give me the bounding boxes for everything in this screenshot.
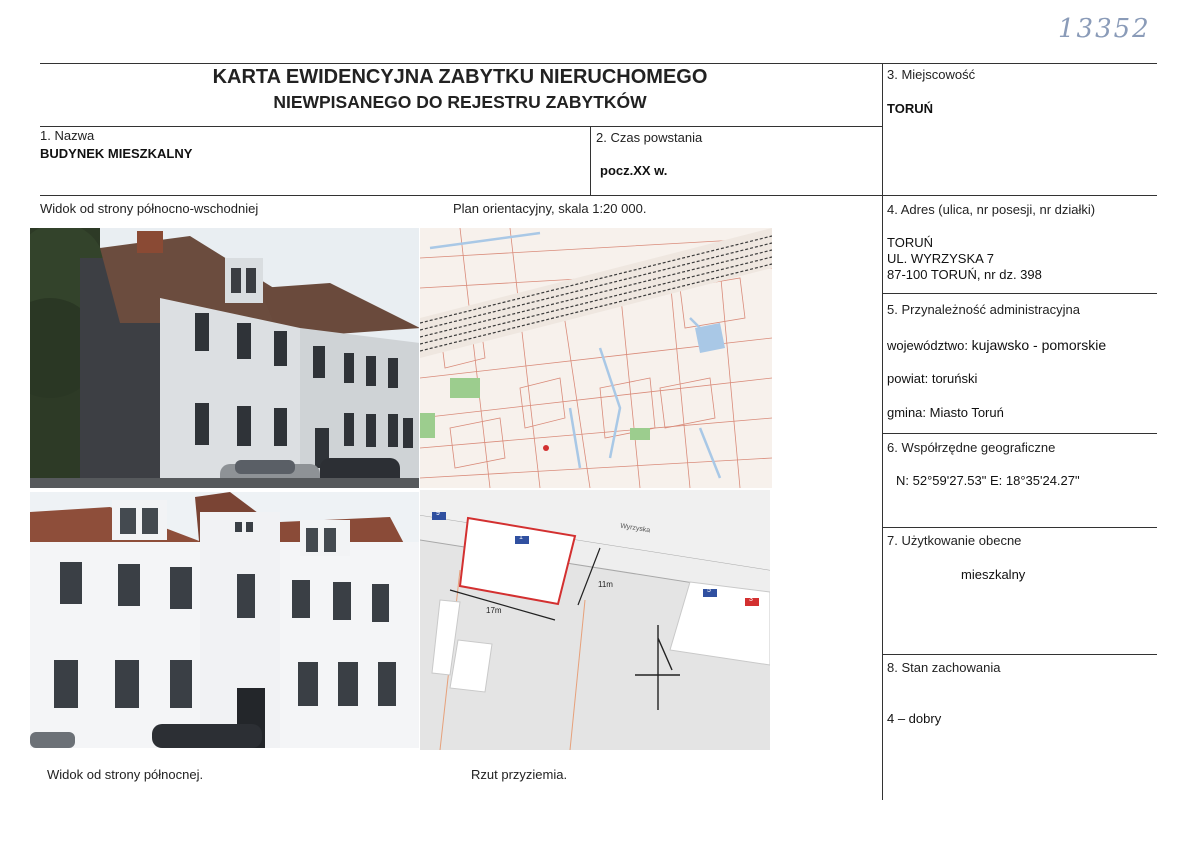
- wojewodztwo-row: [887, 337, 1106, 353]
- gmina-value: Miasto Toruń: [929, 405, 1004, 420]
- photo-view-northeast: [30, 228, 419, 488]
- wojewodztwo-value: kujawsko - pomorskie: [971, 337, 1107, 353]
- plan-lot-5: 5: [707, 587, 711, 594]
- orientation-map-image: [420, 228, 772, 488]
- caption-view-n: Widok od strony północnej.: [47, 767, 204, 782]
- frame-top-line: [40, 63, 1157, 64]
- uzytkowanie-label: 7. Użytkowanie obecne: [887, 533, 1022, 548]
- plan-dim-11: 11m: [598, 580, 613, 589]
- orientation-map: [420, 228, 772, 488]
- powiat-row: [887, 371, 977, 386]
- wojewodztwo-label: województwo:: [887, 338, 968, 353]
- caption-rzut: Rzut przyziemia.: [471, 767, 568, 782]
- nazwa-value: BUDYNEK MIESZKALNY: [40, 146, 193, 161]
- card-title-line2: NIEWPISANEGO DO REJESTRU ZABYTKÓW: [273, 92, 647, 112]
- adres-line3: 87-100 TORUŃ, nr dz. 398: [887, 267, 1042, 282]
- nazwa-label: 1. Nazwa: [40, 128, 95, 143]
- photo-view-northeast-image: [30, 228, 419, 488]
- plan-lot-1: 1: [519, 534, 523, 541]
- frame-right-divider: [882, 63, 883, 800]
- frame-admin-bottom-line: [882, 433, 1157, 434]
- adres-line1: TORUŃ: [887, 235, 933, 250]
- frame-czas-divider: [590, 126, 591, 195]
- card-title-line1: KARTA EWIDENCYJNA ZABYTKU NIERUCHOMEGO: [212, 66, 708, 88]
- plan-dim-17: 17m: [486, 606, 502, 615]
- wspolrzedne-label: 6. Współrzędne geograficzne: [887, 440, 1056, 455]
- powiat-value: toruński: [931, 371, 978, 386]
- frame-title-bottom-line: [40, 126, 882, 127]
- gmina-row: [887, 405, 1004, 420]
- stan-label: 8. Stan zachowania: [887, 660, 1001, 675]
- frame-use-bottom-line: [882, 654, 1157, 655]
- caption-view-ne: Widok od strony północno-wschodniej: [40, 201, 259, 216]
- frame-row2-bottom-line: [40, 195, 1157, 196]
- frame-adres-bottom-line: [882, 293, 1157, 294]
- caption-plan: Plan orientacyjny, skala 1:20 000.: [453, 201, 647, 216]
- wspolrzedne-value: N: 52°59'27.53" E: 18°35'24.27": [896, 473, 1080, 488]
- adres-label: 4. Adres (ulica, nr posesji, nr działki): [887, 202, 1096, 217]
- photo-view-north-image: [30, 492, 419, 748]
- ground-floor-plan: [420, 490, 770, 750]
- photo-view-north: [30, 492, 419, 748]
- przynaleznosc-label: 5. Przynależność administracyjna: [887, 302, 1080, 317]
- miejscowosc-label: 3. Miejscowość: [887, 67, 976, 82]
- plan-lot-3: 3: [749, 596, 753, 603]
- plan-street-label: Wyrzyska: [619, 522, 651, 535]
- ground-floor-plan-image: [420, 490, 770, 750]
- powiat-label: powiat:: [887, 371, 929, 386]
- miejscowosc-value: TORUŃ: [887, 101, 933, 116]
- gmina-label: gmina:: [887, 405, 927, 420]
- document-number: 13352: [1058, 14, 1151, 44]
- czas-label: 2. Czas powstania: [596, 130, 703, 145]
- frame-coords-bottom-line: [882, 527, 1157, 528]
- uzytkowanie-value: mieszkalny: [961, 567, 1026, 582]
- czas-value: pocz.XX w.: [600, 163, 668, 178]
- plan-lot-9: 9: [436, 510, 440, 517]
- stan-value: 4 – dobry: [887, 711, 942, 726]
- adres-line2: UL. WYRZYSKA 7: [887, 251, 994, 266]
